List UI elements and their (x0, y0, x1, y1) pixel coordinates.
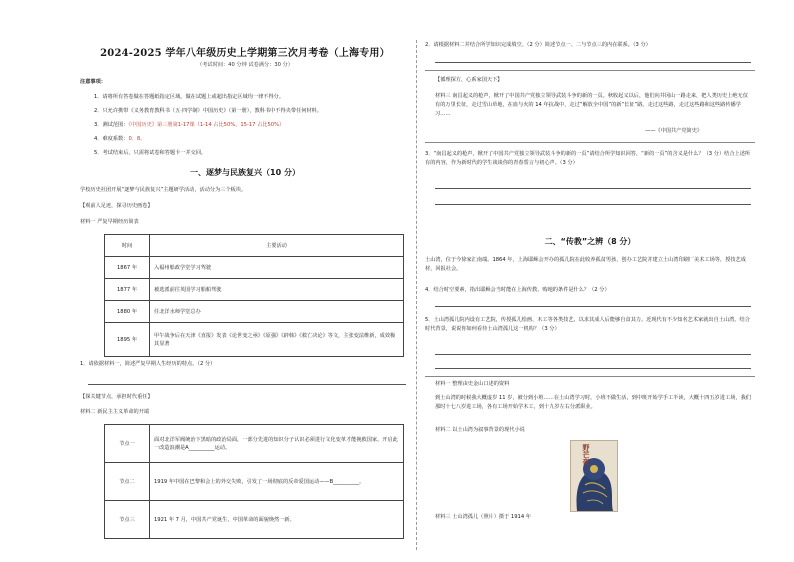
table-row (105, 301, 404, 323)
notice-item-5: 5．考试结束后，只需将试卷和答题卡一并交回。 (94, 150, 207, 156)
material-a-text: 到土山湾的时候我大概虚岁 11 岁，被分到小班……在土山湾学习时，小班不做生活，到中班开始学手工半读，大概十四五岁进工场，我们那时十七八岁进工场，各有工场开始学木工，到十九岁左右分派职业。 (435, 395, 751, 410)
table-cell-year: 1880 年 (105, 301, 150, 323)
table-row (105, 425, 404, 463)
notice-item-3-label: 3．测试范围： (94, 122, 129, 128)
question-4: 4．结合时空要素，指出耶稣会当时能在上海传教、购地的条件是什么？（2 分） (425, 287, 610, 293)
node-text: 面对北洋军阀统治下黑暗的政治局面，一部分先进的知识分子认识必须进行文化变革才能挽救国家。开启此一改造浪潮是A__________运动。 (150, 425, 404, 463)
material3-top-rule (425, 70, 755, 71)
table-cell-year: 1877 年 (105, 279, 150, 301)
material-c-label: 材料三 土山湾孤儿（照片）摄于 1914 年 (435, 514, 531, 520)
table-cell-activity: 被选派前往英国学习船舶驾驶 (150, 279, 404, 301)
table-header-activity: 主要活动 (150, 235, 404, 257)
notice-item-3 (94, 122, 414, 129)
question-5: 5．土山湾孤儿院内设有工艺院，传授孤儿绘画、木工等各类技艺，以求其成人后能够自食其力。近现代有不少知名艺术家就出自土山湾。结合时代背景，说说你如何看待土山湾孤儿这一机构？（3 分） (425, 317, 750, 332)
answer-line-q1[interactable] (88, 384, 406, 385)
node-label: 节点二 (105, 463, 150, 501)
table-row (105, 257, 404, 279)
material3-text: 材料三 南昌起义的枪声，掀开了中国共产党独立领导武装斗争的新的一页。秋收起义以后，他们向井冈山一路走来，把人类历史上绝无仅有的万里长征，走过雪山草地，在血与火的 14 年抗战中，走过”解放全中国”的新“长征”路。走过这些路，走过这些路和这些路传播学习…… (435, 93, 748, 117)
notice-item-4-label: 4．难度系数： (94, 136, 129, 142)
table-cell-activity: 入福州船政学堂学习驾驶 (150, 257, 404, 279)
question-2: 2．请根据材料二并结合所学知识完成填空。（2 分）简述节点一、二与节点三的内在联系。（3 分） (425, 42, 651, 48)
materials-top-rule (425, 376, 755, 377)
yan-fu-table (104, 234, 404, 357)
test-scope-value: 《中国历史》第三册第1-17课（1-14 占比50%，15-17 占比50%） (128, 122, 285, 128)
section2-intro: 土山湾，位于今徐家汇南端。1864 年，上海耶稣会开办的孤儿院在此收养孤贫男孩，创办工艺院并建立土山湾印刷厂美术工场等，授技艺成材，回报社会。 (425, 257, 746, 272)
exam-title: 2024-2025 学年八年级历史上学期第三次月考卷（上海专用） (100, 48, 390, 59)
section2-heading: 二、“传教”之辨（8 分） (544, 237, 636, 246)
material3-source: ——《中国共产党简史》 (645, 128, 703, 134)
answer-line-q4[interactable] (435, 306, 751, 307)
notice-item-4 (94, 136, 414, 143)
material3-bottom-rule (425, 142, 755, 143)
notice-item-2: 2．只允许携带《义务教育教科书（五·四学制）中国历史》（第一册），教科书中不得夹带任何材料。 (94, 108, 323, 114)
board1-label: 【观前人足迹，探寻历史画卷】 (80, 203, 153, 209)
table-cell-year: 1867 年 (105, 257, 150, 279)
answer-line-q2[interactable] (435, 62, 751, 63)
section1-heading: 一、逐梦与民族复兴（10 分） (190, 168, 300, 177)
material-b-label: 材料二 以土山湾为叙事背景的现代小说 (435, 427, 525, 433)
material2-label: 材料二 新民主主义革命的开端 (80, 409, 150, 415)
table-row (105, 501, 404, 539)
section1-intro: 学校历史社团开展“逐梦与民族复兴”主题研学活动，活动分为三个板块。 (80, 187, 247, 193)
table-row (105, 323, 404, 357)
table-header-time: 时间 (105, 235, 150, 257)
material1-label: 材料一 严复早期经历简表 (80, 219, 139, 225)
material-a-label: 材料一 整理由史金山口述的资料 (435, 381, 510, 387)
notice-heading: 注意事项： (80, 79, 106, 85)
board3-label: 【循理探方，心系家国天下】 (435, 77, 503, 83)
table-row (105, 279, 404, 301)
column-divider (416, 40, 417, 550)
novel-title: 野芒夜 (582, 444, 591, 465)
table-header-row (105, 235, 404, 257)
answer-line-q3-b[interactable] (435, 204, 751, 205)
novel-cover-illustration (571, 441, 617, 511)
exam-subtitle: （考试时间：40 分钟 试卷满分：30 分） (197, 62, 293, 68)
question-3: 3．“南昌起义的枪声，掀开了中国共产党独立领导武装斗争的新的一页”请结合所学知识回答，“新的一页”的含义是什么？（3 分）结合上述所有的内容，作为新时代的学生谈谈你的青春誓言与初心声。（3 分） (425, 151, 751, 166)
node-label: 节点三 (105, 501, 150, 539)
novel-cover-image (570, 440, 618, 512)
answer-line-q5-a[interactable] (435, 354, 751, 355)
board2-label: 【探关键节点，承担时代重任】 (80, 394, 153, 400)
table-cell-activity: 甲午战争后在天津《直报》发表《论世变之亟》《原强》《辟韩》《救亡决论》等文，主张变法维新，成效极其显著 (150, 323, 404, 357)
node-label: 节点一 (105, 425, 150, 463)
table-cell-activity: 任北洋水师学堂总办 (150, 301, 404, 323)
node-text: 1919 年中国在巴黎和会上的外交失败，引发了一场彻底的反帝爱国运动——B__________。 (150, 463, 404, 501)
question-1: 1．请依据材料一，简述严复早期人生经历的特点。（2 分） (80, 361, 216, 367)
answer-line-q5-b[interactable] (435, 368, 751, 369)
nodes-table (104, 424, 404, 539)
answer-line-q3-a[interactable] (435, 188, 751, 189)
table-row (105, 463, 404, 501)
node-text: 1921 年 7 月，中国共产党诞生，中国革命的面貌焕然一新。 (150, 501, 404, 539)
table-cell-year: 1895 年 (105, 323, 150, 357)
notice-item-1: 1．请将所有答卷做在答题纸指定区域，做在试题上或超出指定区域均一律不得分。 (94, 94, 285, 100)
difficulty-value: 0．8。 (128, 136, 146, 142)
